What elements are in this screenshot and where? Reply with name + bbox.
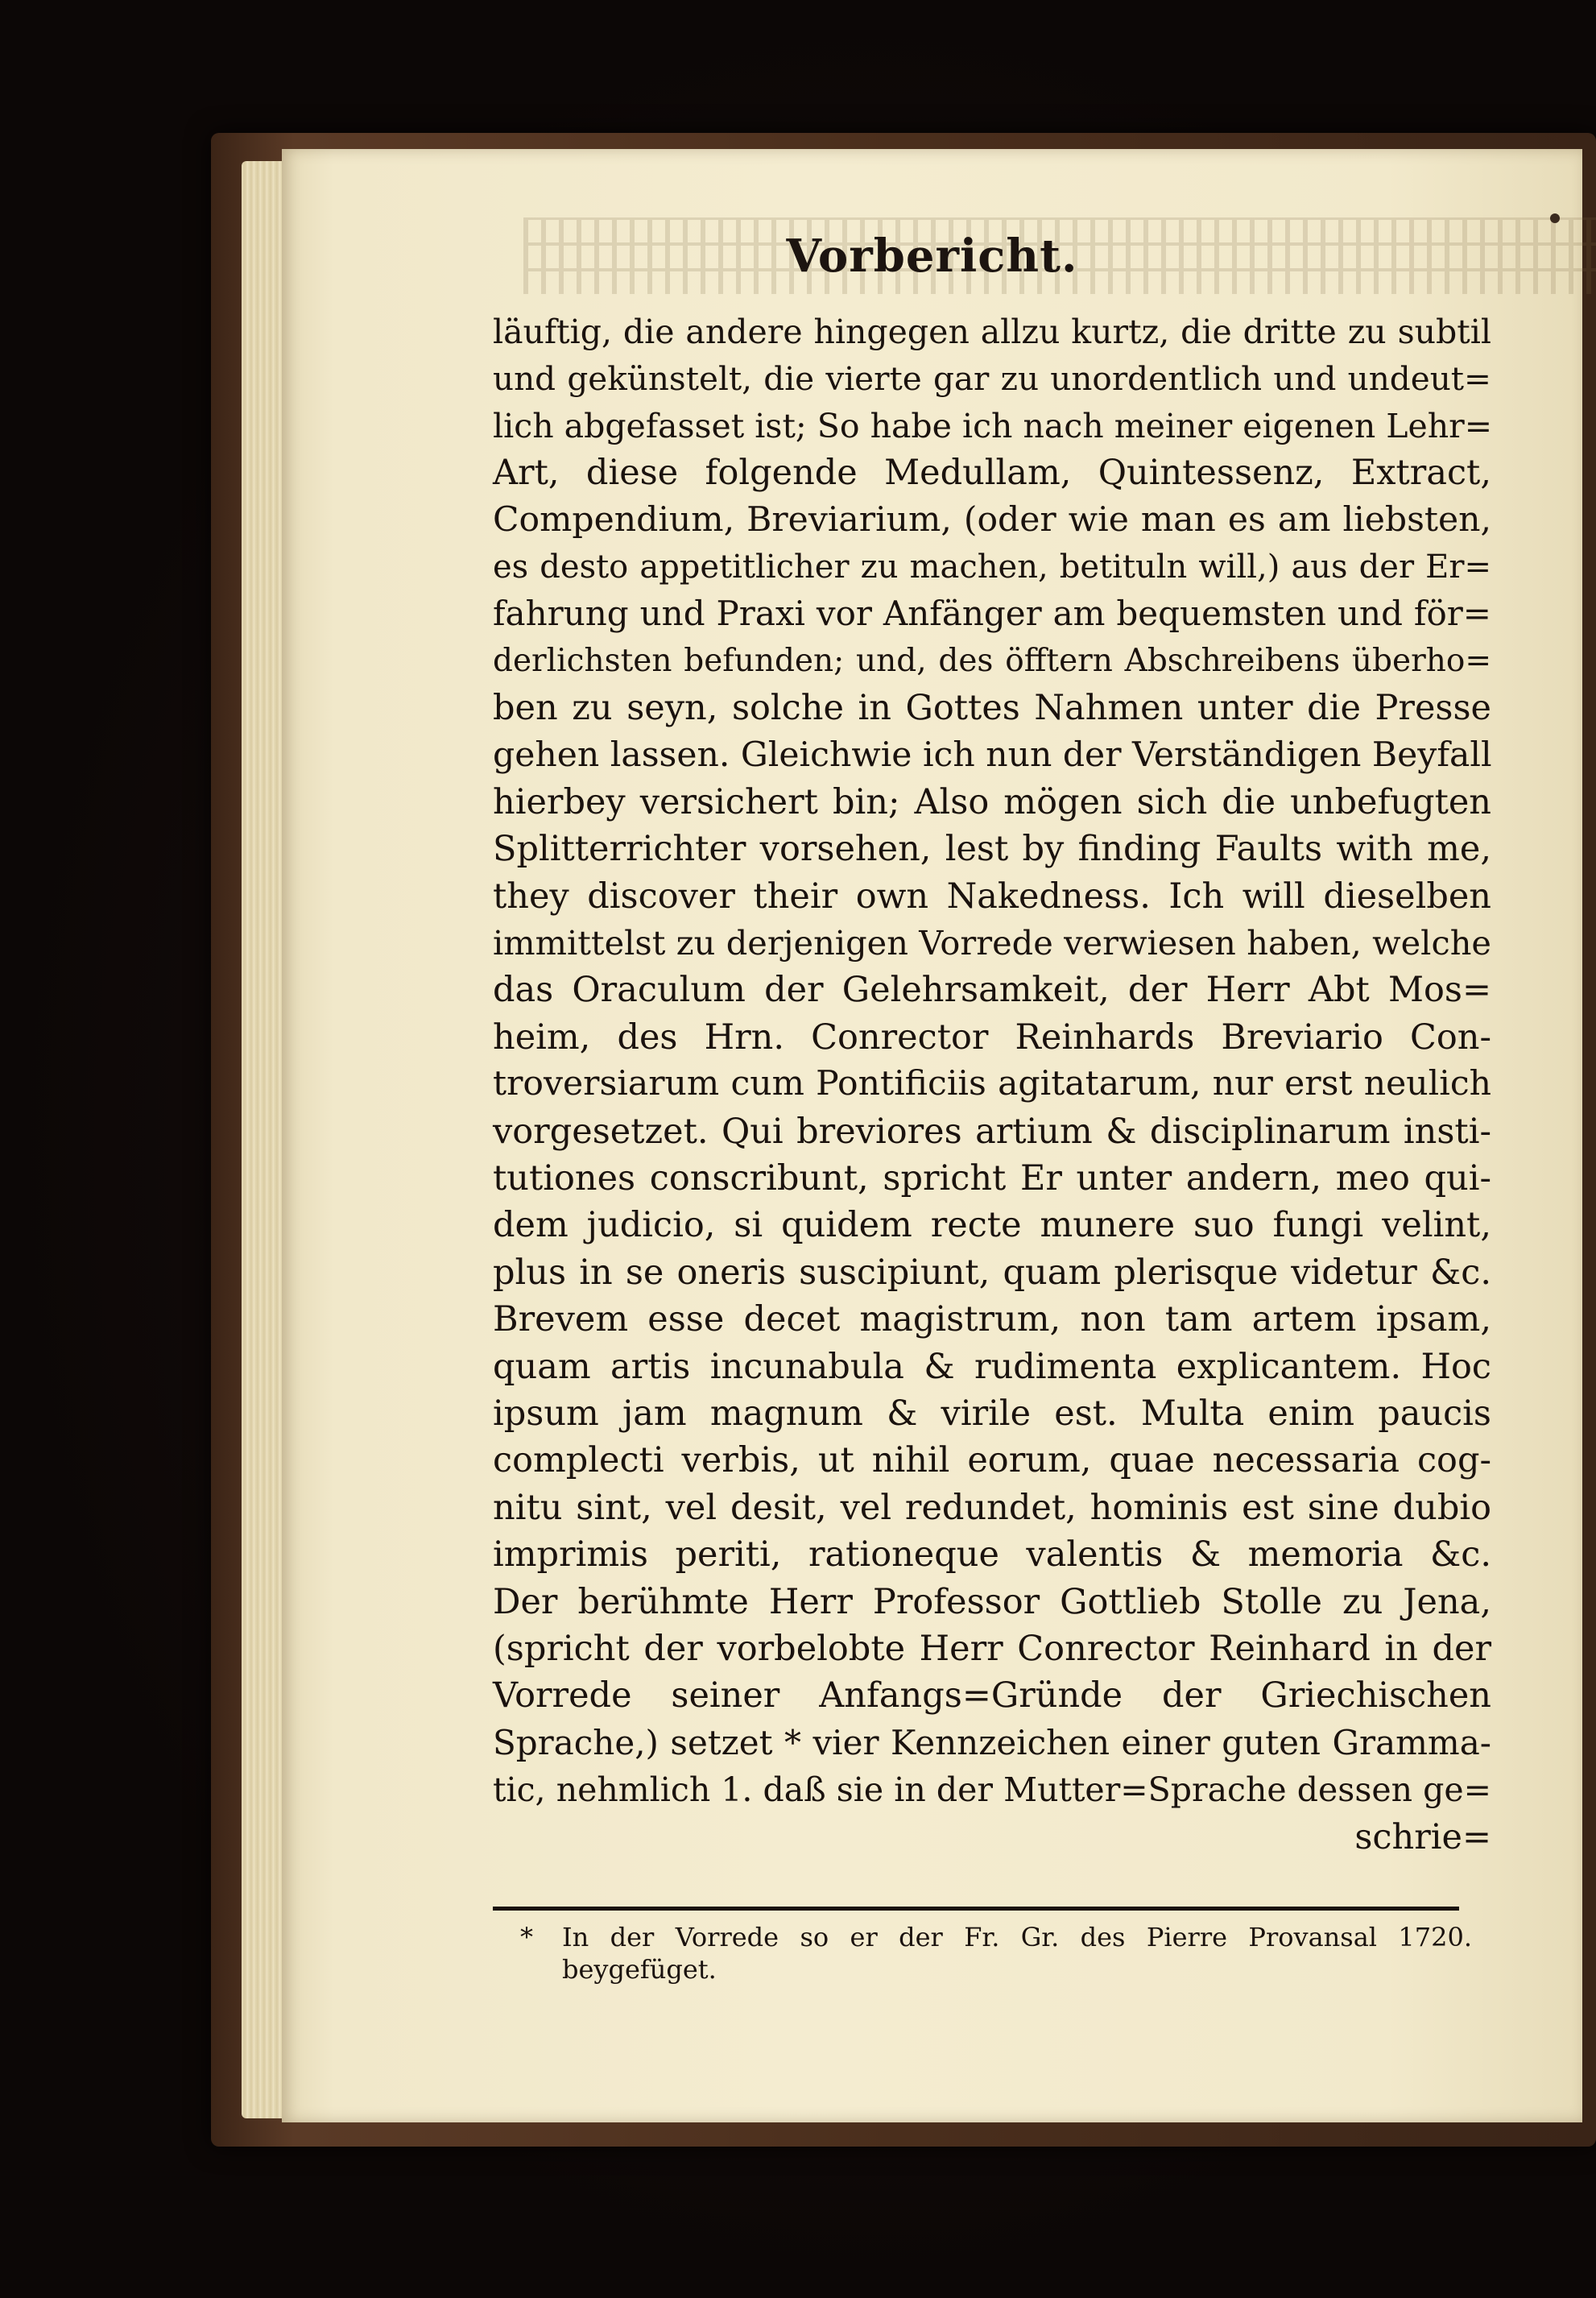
footnote [520, 1921, 1472, 1985]
text-line: Art, diese folgende Medullam, Quintessenz, Extract, [493, 453, 1491, 494]
text-line: gehen lassen. Gleichwie ich nun der Verständigen Beyfall [493, 735, 1492, 775]
text-line: troversiarum cum Pontificiis agitatarum, nur erst neulich [493, 1064, 1491, 1104]
text-line: tic, nehmlich 1. daß sie in der Mutter=Sprache dessen ge= [493, 1770, 1491, 1810]
text-line: fahrung und Praxi vor Anfänger am bequemsten und för= [493, 594, 1491, 634]
text-line: Vorrede seiner Anfangs=Gründe der Griechischen [493, 1675, 1491, 1716]
footnote-mark: * [520, 1922, 533, 1952]
text-line: tutiones conscribunt, spricht Er unter andern, meo qui- [493, 1158, 1491, 1199]
text-line: derlichsten befunden; und, des öfftern Abschreibens überho= [493, 642, 1491, 679]
ink-speck [1550, 213, 1560, 223]
text-line: das Oraculum der Gelehrsamkeit, der Herr Abt Mos= [493, 970, 1491, 1011]
text-line: hierbey versichert bin; Also mögen sich die unbefugten [493, 781, 1491, 822]
footnote-rule [493, 1907, 1459, 1911]
text-line: imprimis periti, rationeque valentis & memoria &c. [493, 1534, 1491, 1575]
text-line: they discover their own Nakedness. Ich will dieselben [493, 876, 1491, 917]
text-line: vorgesetzet. Qui breviores artium & disciplinarum insti- [493, 1111, 1491, 1152]
text-line: plus in se oneris suscipiunt, quam plerisque videtur &c. [493, 1252, 1491, 1293]
text-line: Compendium, Breviarium, (oder wie man es am liebsten, [493, 499, 1491, 540]
text-line: Splitterrichter vorsehen, lest by finding Faults with me, [493, 829, 1491, 870]
text-line: Der berühmte Herr Professor Gottlieb Stolle zu Jena, [493, 1581, 1491, 1622]
text-line: es desto appetitlicher zu machen, betituln will,) aus der Er= [493, 548, 1491, 586]
text-line: lich abgefasset ist; So habe ich nach meiner eigenen Lehr= [493, 406, 1493, 445]
text-line: complecti verbis, ut nihil eorum, quae necessaria cog- [493, 1440, 1491, 1481]
text-line: ben zu seyn, solche in Gottes Nahmen unter die Presse [493, 688, 1491, 729]
text-line: läuftig, die andere hingegen allzu kurtz, die dritte zu subtil [493, 313, 1491, 351]
catchword: schrie= [1354, 1816, 1491, 1857]
text-line: Sprache,) setzet * vier Kennzeichen einer guten Gramma- [493, 1722, 1491, 1762]
text-line: immittelst zu derjenigen Vorrede verwiesen haben, welche [493, 923, 1491, 963]
text-line: und gekünstelt, die vierte gar zu unordentlich und undeut= [493, 359, 1491, 399]
text-line: Brevem esse decet magistrum, non tam artem ipsam, [493, 1299, 1491, 1340]
text-line: ipsum jam magnum & virile est. Multa enim paucis [493, 1393, 1491, 1434]
book-page [282, 149, 1582, 2122]
text-line: heim, des Hrn. Conrector Reinhards Breviario Con- [493, 1017, 1491, 1058]
footnote-line: In der Vorrede so er der Fr. Gr. des Pierre Provansal 1720. [562, 1922, 1472, 1952]
page-header: Vorbericht. [786, 230, 1078, 283]
text-line: dem judicio, si quidem recte munere suo fungi velint, [493, 1205, 1491, 1246]
text-line: quam artis incunabula & rudimenta explicantem. Hoc [493, 1346, 1491, 1387]
page-body [493, 308, 1491, 1861]
text-line: (spricht der vorbelobte Herr Conrector Reinhard in der [493, 1628, 1491, 1669]
text-line: nitu sint, vel desit, vel redundet, hominis est sine dubio [493, 1487, 1491, 1528]
footnote-line: beygefüget. [562, 1954, 717, 1985]
